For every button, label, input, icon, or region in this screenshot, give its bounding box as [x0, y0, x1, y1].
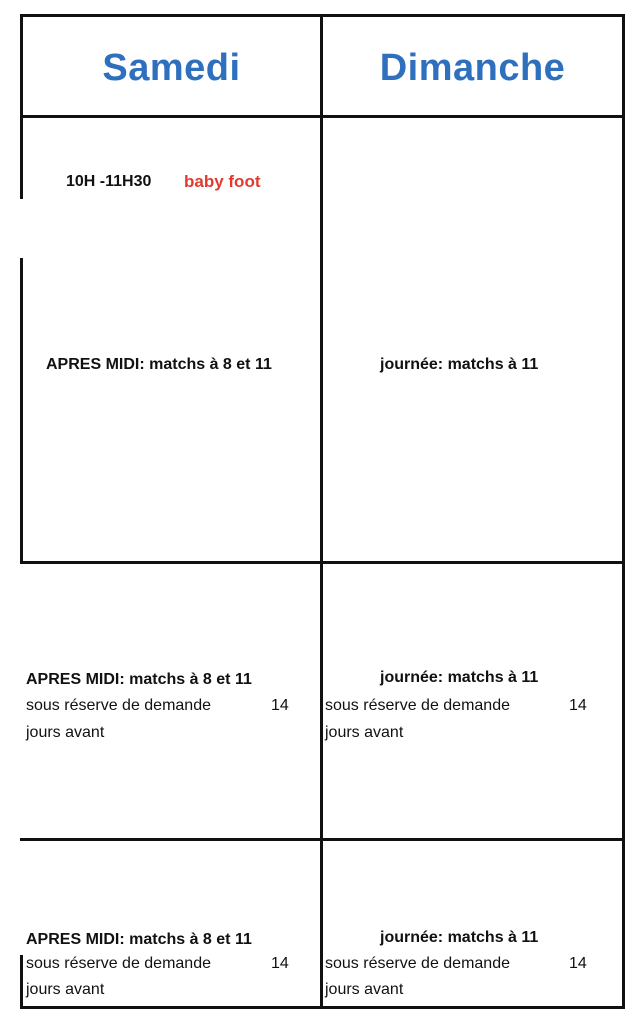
- row3-sunday-note-number: 14: [569, 955, 587, 972]
- row2-sunday-note: sous réserve de demande: [325, 697, 510, 714]
- row3-sunday-day: journée: matchs à 11: [380, 929, 539, 946]
- row3-sunday-note: sous réserve de demande: [325, 955, 510, 972]
- left-border-row1-bottom: [20, 258, 23, 564]
- row2-sunday-note-end: jours avant: [325, 724, 404, 741]
- row2-saturday-note-end: jours avant: [26, 724, 105, 741]
- row1-saturday-afternoon: APRES MIDI: matchs à 8 et 11: [46, 356, 272, 373]
- right-border: [622, 14, 625, 1009]
- header-saturday: Samedi: [102, 46, 241, 89]
- row1-saturday-time: 10H -11H30: [66, 173, 152, 190]
- row2-sunday-note-number: 14: [569, 697, 587, 714]
- left-border-row1-top: [20, 115, 23, 199]
- row3-saturday-afternoon: APRES MIDI: matchs à 8 et 11: [26, 931, 252, 948]
- header-sunday: Dimanche: [379, 46, 566, 89]
- row3-saturday-note-end: jours avant: [26, 981, 105, 998]
- left-border-row3-fragment: [20, 955, 23, 1009]
- row2-saturday-note: sous réserve de demande: [26, 697, 211, 714]
- row1-saturday-activity: baby foot: [184, 172, 261, 191]
- row2-saturday-afternoon: APRES MIDI: matchs à 8 et 11: [26, 671, 252, 688]
- row3-saturday-note: sous réserve de demande: [26, 955, 211, 972]
- row2-saturday-note-number: 14: [271, 697, 289, 714]
- center-divider: [320, 14, 323, 1009]
- row3-sunday-note-end: jours avant: [325, 981, 404, 998]
- row1-sunday-day: journée: matchs à 11: [380, 356, 539, 373]
- row2-sunday-day: journée: matchs à 11: [380, 669, 539, 686]
- row3-saturday-note-number: 14: [271, 955, 289, 972]
